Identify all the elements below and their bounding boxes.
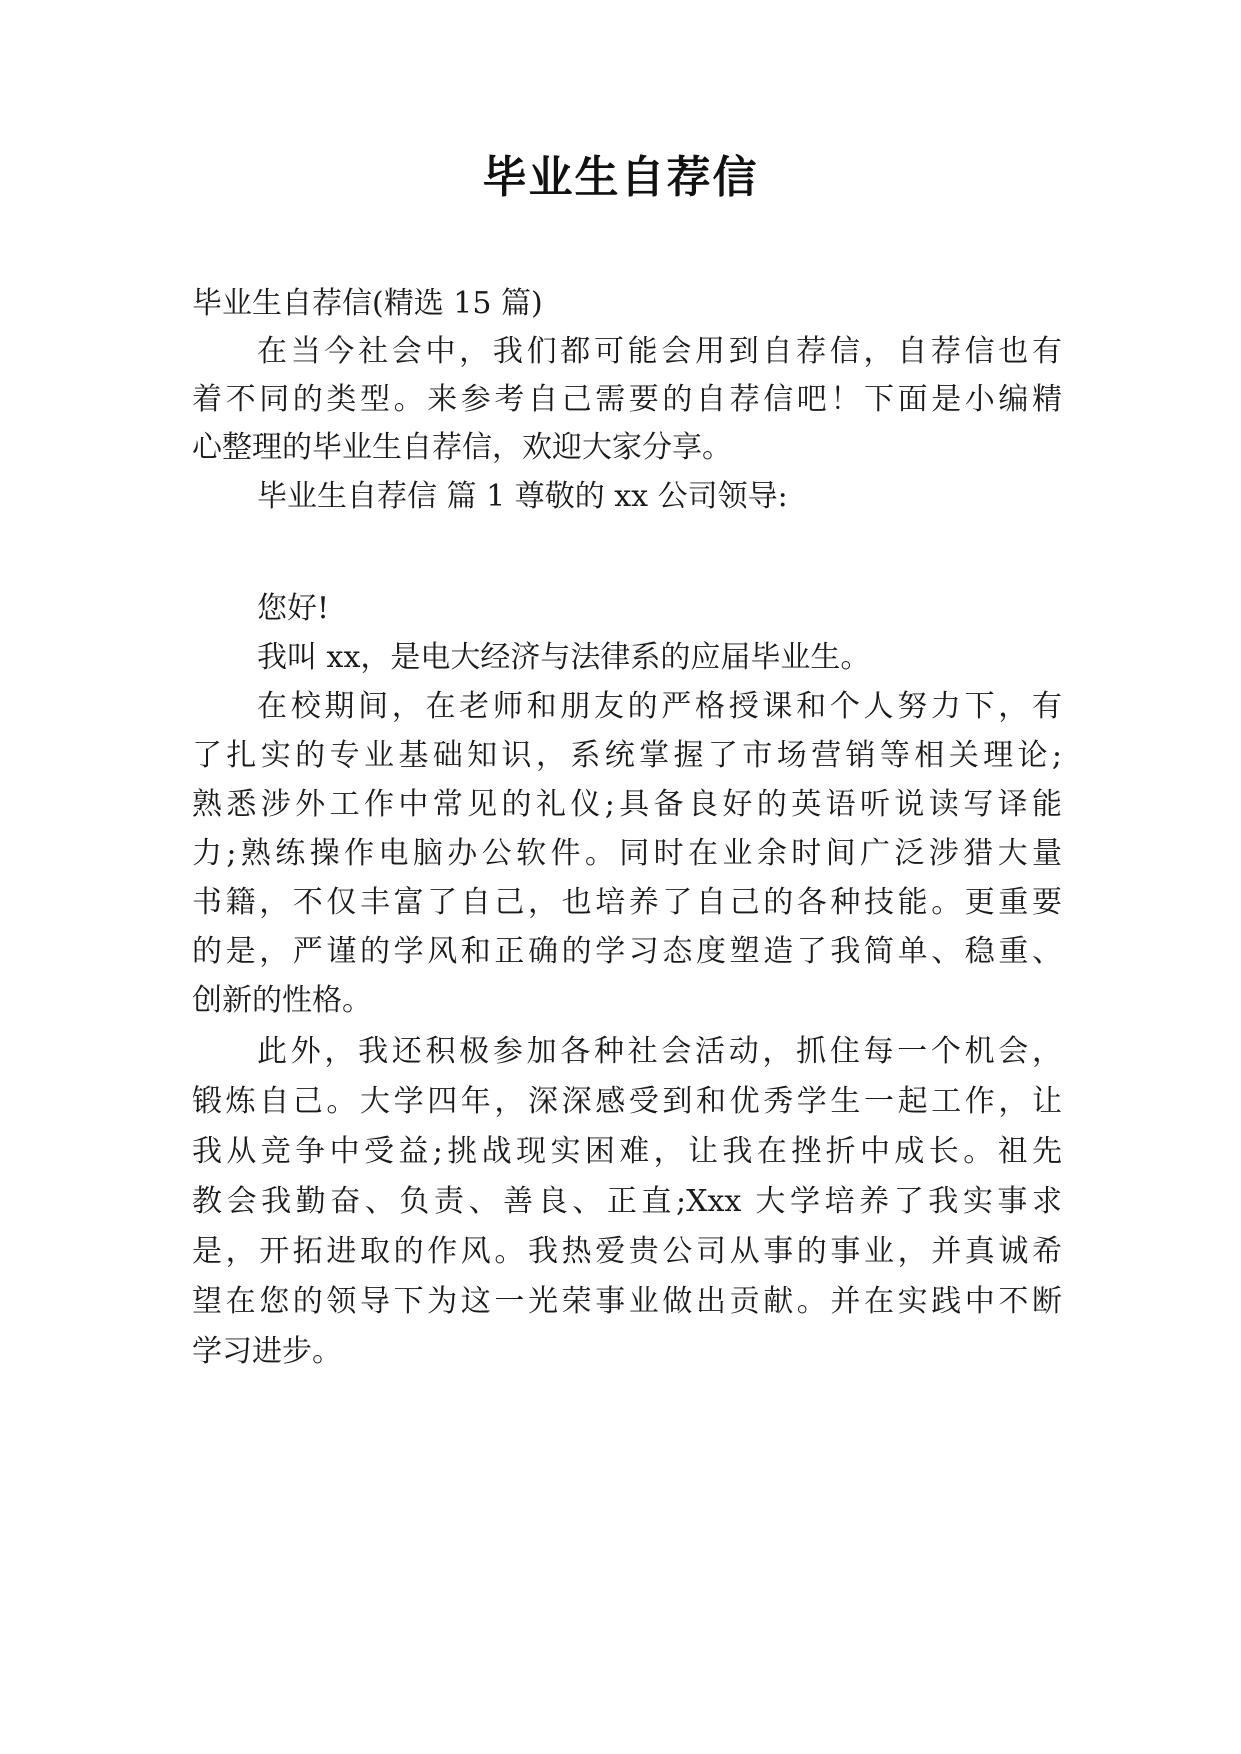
paragraph-line: 熟悉涉外工作中常见的礼仪;具备良好的英语听说读写译能 bbox=[192, 787, 1062, 822]
paragraph-line: 了扎实的专业基础知识，系统掌握了市场营销等相关理论; bbox=[192, 738, 1062, 773]
paragraph-line: 此外，我还积极参加各种社会活动，抓住每一个机会， bbox=[257, 1034, 1062, 1069]
paragraph-line: 教会我勤奋、负责、善良、正直;Xxx 大学培养了我实事求 bbox=[192, 1184, 1062, 1219]
paragraph-line: 着不同的类型。来参考自己需要的自荐信吧！下面是小编精 bbox=[192, 382, 1062, 417]
paragraph-line: 在校期间，在老师和朋友的严格授课和个人努力下，有 bbox=[257, 689, 1062, 724]
greeting-line: 您好! bbox=[257, 591, 330, 626]
paragraph-line: 力;熟练操作电脑办公软件。同时在业余时间广泛涉猎大量 bbox=[192, 836, 1062, 871]
paragraph-line: 学习进步。 bbox=[192, 1334, 342, 1369]
paragraph-line: 锻炼自己。大学四年，深深感受到和优秀学生一起工作，让 bbox=[192, 1084, 1062, 1119]
paragraph-line: 的是，严谨的学风和正确的学习态度塑造了我简单、稳重、 bbox=[192, 934, 1062, 969]
section-heading-line: 毕业生自荐信 篇 1 尊敬的 xx 公司领导: bbox=[257, 479, 788, 514]
paragraph-line: 创新的性格。 bbox=[192, 983, 372, 1018]
document-title: 毕业生自荐信 bbox=[482, 152, 759, 203]
paragraph-line: 是，开拓进取的作风。我热爱贵公司从事的事业，并真诚希 bbox=[192, 1234, 1062, 1269]
paragraph-line: 望在您的领导下为这一光荣事业做出贡献。并在实践中不断 bbox=[192, 1284, 1062, 1319]
paragraph-line: 我叫 xx，是电大经济与法律系的应届毕业生。 bbox=[257, 640, 871, 675]
paragraph-line: 心整理的毕业生自荐信，欢迎大家分享。 bbox=[192, 430, 732, 465]
subtitle-line: 毕业生自荐信(精选 15 篇) bbox=[192, 286, 543, 321]
paragraph-line: 书籍，不仅丰富了自己，也培养了自己的各种技能。更重要 bbox=[192, 885, 1062, 920]
paragraph-line: 我从竞争中受益;挑战现实困难，让我在挫折中成长。祖先 bbox=[192, 1134, 1062, 1169]
paragraph-line: 在当今社会中，我们都可能会用到自荐信，自荐信也有 bbox=[257, 334, 1062, 369]
